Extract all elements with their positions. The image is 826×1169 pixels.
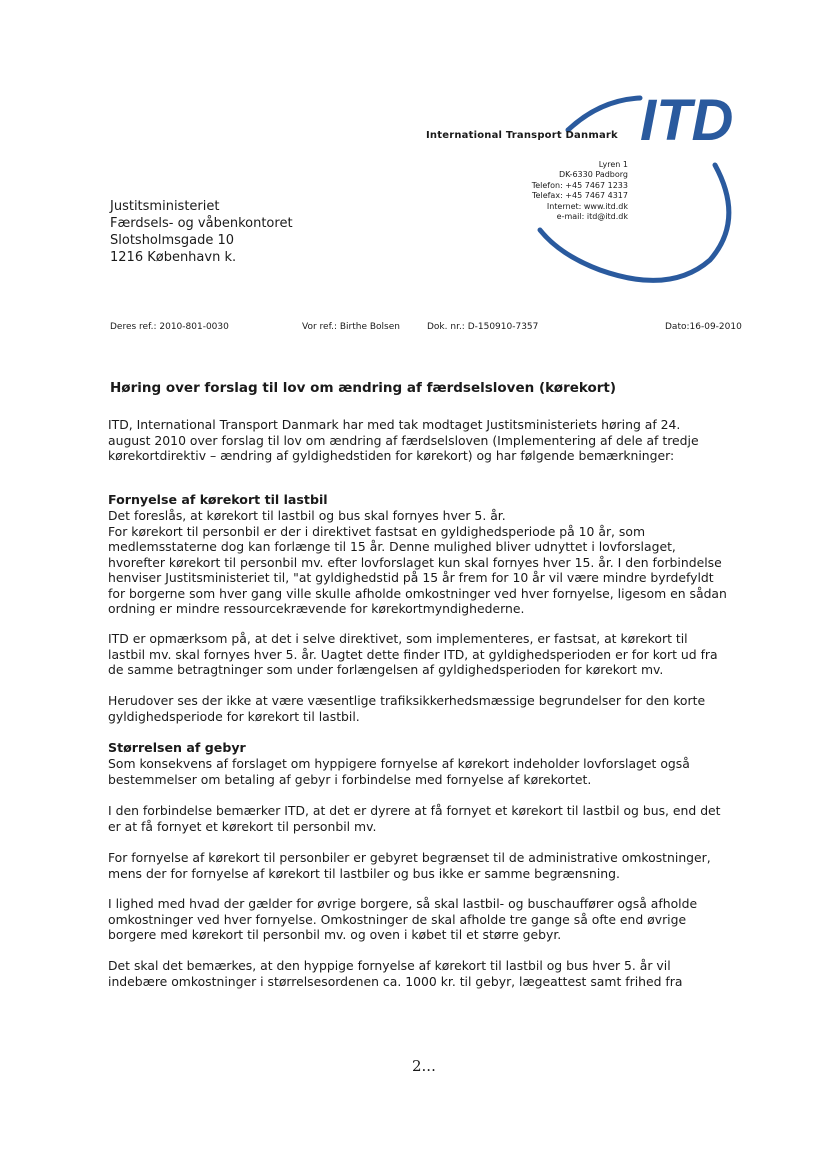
fax-line: Telefax: +45 7467 4317 bbox=[532, 191, 628, 201]
deres-ref: Deres ref.: 2010-801-0030 bbox=[110, 322, 229, 332]
org-name: International Transport Danmark bbox=[426, 130, 618, 141]
text-line: lastbil mv. skal fornyes hver 5. år. Uagtet dette finder ITD, at gyldighedsperioden er for kort ud fra bbox=[108, 646, 718, 662]
text-line: kørekortdirektiv – ændring af gyldighedstiden for kørekort) og har følgende bemærkninger: bbox=[108, 448, 675, 463]
text-line: ITD, International Transport Danmark har med tak modtaget Justitsministeriets høring af 24. bbox=[108, 417, 681, 432]
text-line: Herudover ses der ikke at være væsentlige trafiksikkerhedsmæssige begrundelser for den korte bbox=[108, 693, 706, 708]
doc-number: Dok. nr.: D-150910-7357 bbox=[427, 322, 539, 332]
paragraph bbox=[108, 958, 758, 989]
text-line: for borgerne som hver gang ville skulle afholde omkostninger ved hver fornyelse, ligesom en sådan bbox=[108, 585, 727, 601]
date: Dato:16-09-2010 bbox=[665, 322, 742, 332]
paragraph bbox=[108, 850, 758, 881]
paragraph bbox=[108, 756, 758, 787]
text-line: hvorefter kørekort til personbil mv. efter lovforslaget kun skal fornyes hver 15. år. I den forbindelse bbox=[108, 554, 722, 570]
address-line: DK-6330 Padborg bbox=[559, 170, 628, 180]
website-line: Internet: www.itd.dk bbox=[546, 201, 628, 211]
paragraph bbox=[108, 508, 758, 617]
text-line: ITD er opmærksom på, at det i selve direktivet, som implementeres, er fastsat, at kørekort til bbox=[108, 631, 688, 646]
email-line: e-mail: itd@itd.dk bbox=[556, 212, 628, 222]
section-heading: Størrelsen af gebyr bbox=[108, 740, 246, 755]
recipient-line: Justitsministeriet bbox=[110, 199, 220, 214]
text-line: henviser Justitsministeriet til, "at gyldighedstid på 15 år frem for 10 år vil være mindre byrdefyldt bbox=[108, 570, 714, 585]
paragraph bbox=[108, 693, 758, 724]
text-line: medlemsstaterne dog kan forlænge til 15 år. Denne mulighed bliver udnyttet i lovforslaget, bbox=[108, 539, 676, 554]
text-line: borgere med kørekort til personbil mv. og oven i købet til et større gebyr. bbox=[108, 927, 562, 942]
text-line: For fornyelse af kørekort til personbiler er gebyret begrænset til de administrative omkostninger, bbox=[108, 850, 711, 865]
text-line: de samme betragtninger som under forlængelsen af gyldighedsperioden for kørekort mv. bbox=[108, 662, 664, 677]
recipient-address bbox=[110, 198, 293, 266]
recipient-line: Færdsels- og våbenkontoret bbox=[110, 216, 293, 231]
address-line: Lyren 1 bbox=[598, 160, 628, 169]
text-line: I lighed med hvad der gælder for øvrige borgere, så skal lastbil- og buschauffører også afholde bbox=[108, 896, 698, 911]
vor-ref: Vor ref.: Birthe Bolsen bbox=[302, 322, 400, 332]
text-line: Det foreslås, at kørekort til lastbil og bus skal fornyes hver 5. år. bbox=[108, 508, 506, 523]
intro-paragraph bbox=[108, 417, 758, 464]
logo-text: ITD bbox=[640, 88, 734, 153]
text-line: ordning er mindre ressourcekrævende for kørekortmyndighederne. bbox=[108, 601, 525, 616]
text-line: mens der for fornyelse af kørekort til lastbiler og bus ikke er samme begrænsning. bbox=[108, 865, 620, 881]
text-line: Det skal det bemærkes, at den hyppige fornyelse af kørekort til lastbil og bus hver 5. år vil bbox=[108, 958, 671, 973]
paragraph bbox=[108, 803, 758, 834]
paragraph bbox=[108, 631, 758, 678]
letter-title: Høring over forslag til lov om ændring af færdselsloven (kørekort) bbox=[110, 380, 617, 396]
text-line: er at få fornyet et kørekort til personbil mv. bbox=[108, 818, 377, 834]
contact-block bbox=[532, 160, 628, 222]
page-number: 2... bbox=[412, 1057, 436, 1075]
text-line: omkostninger ved hver fornyelse. Omkostninger de skal afholde tre gange så ofte end øvrige bbox=[108, 911, 687, 927]
text-line: Som konsekvens af forslaget om hyppigere fornyelse af kørekort indeholder lovforslaget også bbox=[108, 756, 690, 771]
text-line: I den forbindelse bemærker ITD, at det er dyrere at få fornyet et kørekort til lastbil og bus, end det bbox=[108, 803, 721, 818]
recipient-line: Slotsholmsgade 10 bbox=[110, 233, 235, 248]
text-line: indebære omkostninger i størrelsesordenen ca. 1000 kr. til gebyr, lægeattest samt frihed fra bbox=[108, 973, 683, 989]
text-line: august 2010 over forslag til lov om ændring af færdselsloven (Implementering af dele af tredje bbox=[108, 432, 699, 448]
paragraph bbox=[108, 896, 758, 943]
text-line: gyldighedsperiode for kørekort til lastbil. bbox=[108, 708, 360, 724]
recipient-line: 1216 København k. bbox=[110, 250, 237, 265]
phone-line: Telefon: +45 7467 1233 bbox=[531, 180, 628, 190]
text-line: bestemmelser om betaling af gebyr i forbindelse med fornyelse af kørekortet. bbox=[108, 771, 592, 787]
text-line: For kørekort til personbil er der i direktivet fastsat en gyldighedsperiode på 10 år, som bbox=[108, 523, 646, 539]
section-heading: Fornyelse af kørekort til lastbil bbox=[108, 492, 328, 507]
